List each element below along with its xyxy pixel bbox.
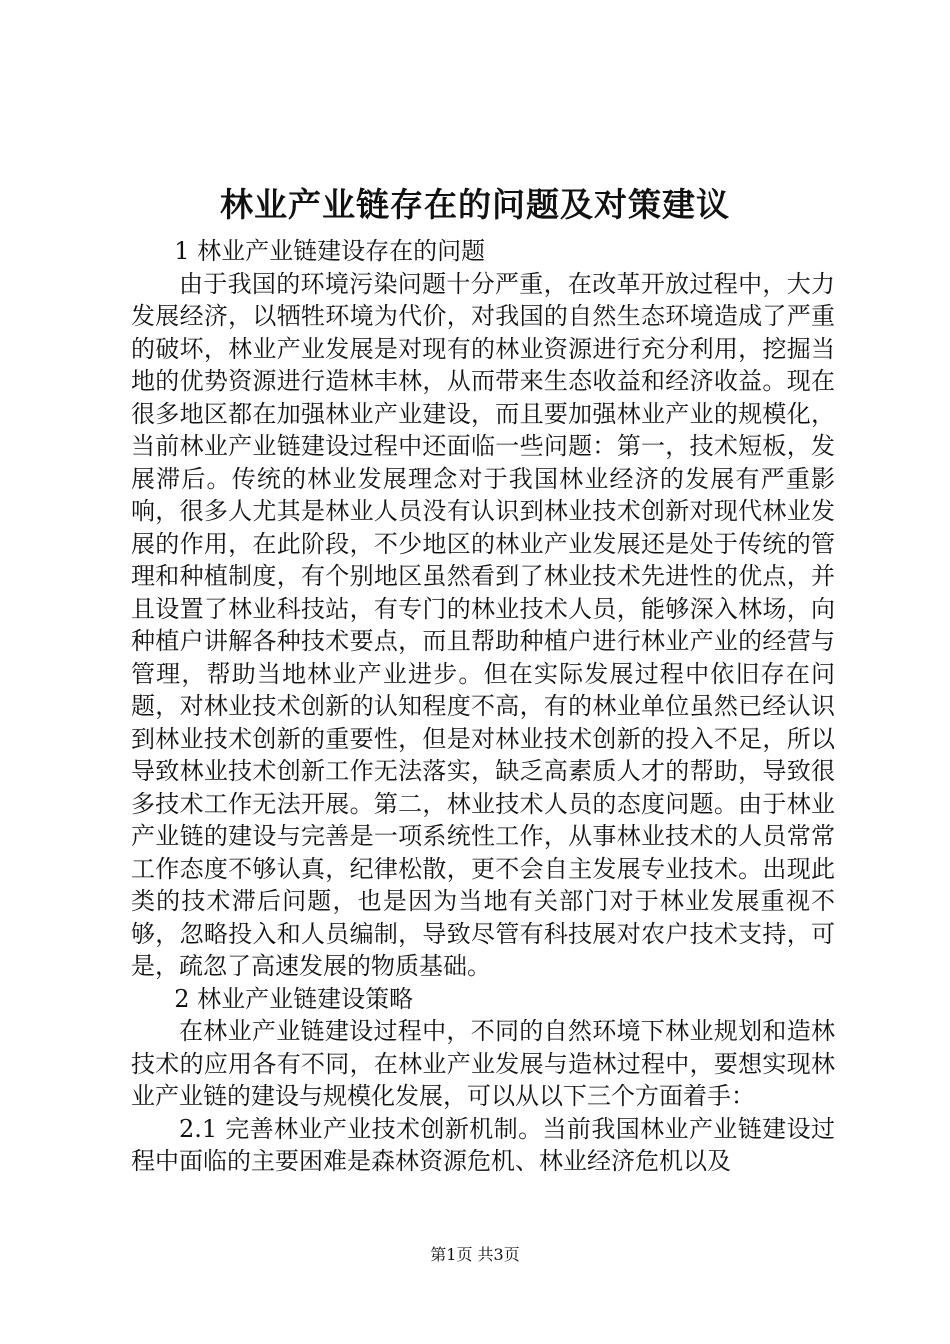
paragraph-1: 由于我国的环境污染问题十分严重，在改革开放过程中，大力发展经济，以牺牲环境为代价，对我国的自然生态环境造成了严重的破坏，林业产业发展是对现有的林业资源进行充分利用，挖掘当地的优势资源进行造林丰林，从而带来生态收益和经济收益。现在很多地区都在加强林业产业建设，而且要加强林业产业的规模化，当前林业产业链建设过程中还面临一些问题：第一，技术短板，发展滞后。传统的林业发展理念对于我国林业经济的发展有严重影响，很多人尤其是林业人员没有认识到林业技术创新对现代林业发展的作用，在此阶段，不少地区的林业产业发展还是处于传统的管理和种植制度，有个别地区虽然看到了林业技术先进性的优点，并且设置了林业科技站，有专门的林业技术人员，能够深入林场，向种植户讲解各种技术要点，而且帮助种植户进行林业产业的经营与管理，帮助当地林业产业进步。但在实际发展过程中依旧存在问题，对林业技术创新的认知程度不高，有的林业单位虽然已经认识到林业技术创新的重要性，但是对林业技术创新的投入不足，所以导致林业技术创新工作无法落实，缺乏高素质人才的帮助，导致很多技术工作无法开展。第二，林业技术人员的态度问题。由于林业产业链的建设与完善是一项系统性工作，从事林业技术的人员常常工作态度不够认真，纪律松散，更不会自主发展专业技术。出现此类的技术滞后问题，也是因为当地有关部门对于林业发展重视不够，忽略投入和人员编制，导致尽管有科技展对农户技术支持，可是，疏忽了高速发展的物质基础。 — [131, 269, 835, 980]
document-title: 林业产业链存在的问题及对策建议 — [220, 185, 730, 224]
paragraph-2: 在林业产业链建设过程中，不同的自然环境下林业规划和造林技术的应用各有不同，在林业产业发展与造林过程中，要想实现林业产业链的建设与规模化发展，可以从以下三个方面着手： — [131, 1017, 835, 1110]
document-body — [131, 235, 835, 1178]
section-heading-2: 2 林业产业链建设策略 — [174, 984, 414, 1013]
paragraph-3: 2.1 完善林业产业技术创新机制。当前我国林业产业链建设过程中面临的主要困难是森林资源危机、林业经济危机以及 — [131, 1114, 835, 1175]
section-heading-1: 1 林业产业链建设存在的问题 — [174, 237, 486, 265]
page-footer: 第1页 共3页 — [430, 1245, 520, 1264]
